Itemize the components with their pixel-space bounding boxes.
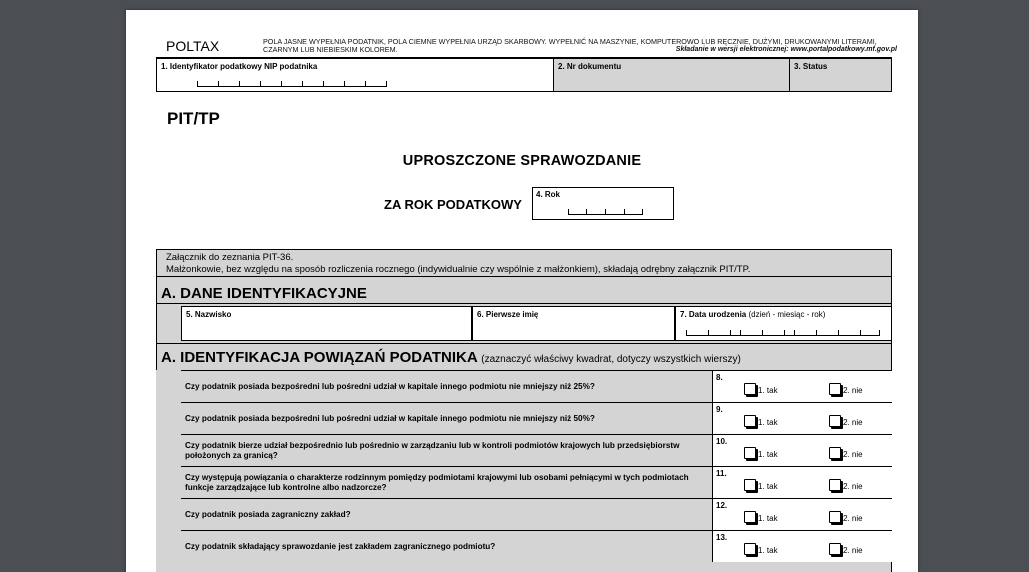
checkbox-yes[interactable] xyxy=(744,447,756,459)
document-number-label: 2. Nr dokumentu xyxy=(558,62,622,71)
header-fields-row xyxy=(156,59,892,92)
question-row xyxy=(181,530,892,562)
option-no[interactable]: 2. nie xyxy=(829,511,863,523)
birth-date-field[interactable]: 7. Data urodzenia (dzień - miesiąc - rok) xyxy=(675,306,892,341)
answer-cell: 9. 1. tak 2. nie xyxy=(713,403,892,434)
answer-cell: 8. 1. tak 2. nie xyxy=(713,371,892,402)
option-yes[interactable]: 1. tak xyxy=(744,383,778,395)
section-b-subtitle: (zaznaczyć właściwy kwadrat, dotyczy wszystkich wierszy) xyxy=(481,354,741,365)
fill-instructions: POLA JASNE WYPEŁNIA PODATNIK, POLA CIEMNE WYPEŁNIA URZĄD SKARBOWY. WYPEŁNIĆ NA MASZYNIE, KOMPUTEROWO LUB RĘCZNIE, DUŻYMI, DRUKOWANYMI LITERAMI, CZARNYM LUB NIEBIESKIM KOLOREM. Składanie w wersji elektronicznej: www.portalpodatkowy.mf.gov.pl xyxy=(263,37,897,55)
form-title: UPROSZCZONE SPRAWOZDANIE xyxy=(402,153,642,169)
status-label: 3. Status xyxy=(794,62,828,71)
question-row xyxy=(181,498,892,530)
checkbox-yes[interactable] xyxy=(744,383,756,395)
section-b-margin xyxy=(156,370,181,572)
form-page xyxy=(126,10,918,572)
checkbox-yes[interactable] xyxy=(744,479,756,491)
document-number-field xyxy=(554,59,790,91)
electronic-filing-note: Składanie w wersji elektronicznej: www.portalpodatkowy.mf.gov.pl xyxy=(675,46,897,53)
question-text: Czy występują powiązania o charakterze rodzinnym pomiędzy podmiotami krajowymi lub osobami pełniącymi w tych podmiotach funkcje zarządzające lub kontrolne albo nadzorcze? xyxy=(181,467,713,498)
questions-table xyxy=(181,370,892,572)
answer-cell: 11. 1. tak 2. nie xyxy=(713,467,892,498)
option-no[interactable]: 2. nie xyxy=(829,479,863,491)
checkbox-yes[interactable] xyxy=(744,511,756,523)
question-row xyxy=(181,370,892,402)
checkbox-no[interactable] xyxy=(829,383,841,395)
checkbox-no[interactable] xyxy=(829,447,841,459)
nip-label: 1. Identyfikator podatkowy NIP podatnika xyxy=(161,62,318,71)
checkbox-no[interactable] xyxy=(829,543,841,555)
option-no[interactable]: 2. nie xyxy=(829,383,863,395)
surname-field[interactable]: 5. Nazwisko xyxy=(181,306,472,341)
form-code: PIT/TP xyxy=(167,109,220,128)
year-label: 4. Rok xyxy=(536,190,561,199)
option-no[interactable]: 2. nie xyxy=(829,447,863,459)
option-yes[interactable]: 1. tak xyxy=(744,511,778,523)
option-yes[interactable]: 1. tak xyxy=(744,415,778,427)
checkbox-no[interactable] xyxy=(829,479,841,491)
year-digit-ticks xyxy=(568,209,643,215)
option-yes[interactable]: 1. tak xyxy=(744,543,778,555)
checkbox-yes[interactable] xyxy=(744,543,756,555)
checkbox-yes[interactable] xyxy=(744,415,756,427)
question-text: Czy podatnik posiada bezpośredni lub pośredni udział w kapitale innego podmiotu nie mniejszy niż 25%? xyxy=(181,371,713,402)
nip-field[interactable] xyxy=(157,59,554,91)
checkbox-no[interactable] xyxy=(829,415,841,427)
attachment-notes: Załącznik do zeznania PIT-36. Małżonkowie, bez względu na sposób rozliczenia rocznego (indywidualnie czy wspólnie z małżonkiem), składają odrębny załącznik PIT/TP. xyxy=(166,252,751,275)
answer-cell: 13. 1. tak 2. nie xyxy=(713,531,892,562)
question-row xyxy=(181,466,892,498)
birth-date-ticks xyxy=(686,330,880,336)
answer-cell: 10. 1. tak 2. nie xyxy=(713,435,892,466)
year-field[interactable] xyxy=(532,187,674,220)
question-text: Czy podatnik składający sprawozdanie jest zakładem zagranicznego podmiotu? xyxy=(181,531,713,562)
checkbox-no[interactable] xyxy=(829,511,841,523)
question-text: Czy podatnik posiada zagraniczny zakład? xyxy=(181,499,713,530)
option-no[interactable]: 2. nie xyxy=(829,415,863,427)
answer-cell: 12. 1. tak 2. nie xyxy=(713,499,892,530)
section-a-title: A. DANE IDENTYFIKACYJNE xyxy=(161,285,367,302)
question-row xyxy=(181,434,892,466)
question-text: Czy podatnik bierze udział bezpośrednio lub pośrednio w zarządzaniu lub w kontroli podmiotów krajowych lub przedsiębiorstw położonych za granicą? xyxy=(181,435,713,466)
tax-year-label: ZA ROK PODATKOWY xyxy=(384,197,522,212)
question-row xyxy=(181,402,892,434)
nip-digit-ticks xyxy=(197,81,387,87)
status-field xyxy=(790,59,891,91)
poltax-label: POLTAX xyxy=(166,38,220,54)
option-yes[interactable]: 1. tak xyxy=(744,479,778,491)
first-name-field[interactable]: 6. Pierwsze imię xyxy=(472,306,675,341)
option-yes[interactable]: 1. tak xyxy=(744,447,778,459)
section-b-title: A. IDENTYFIKACJA POWIĄZAŃ PODATNIKA (zaznaczyć właściwy kwadrat, dotyczy wszystkich wierszy) xyxy=(161,349,741,366)
option-no[interactable]: 2. nie xyxy=(829,543,863,555)
question-text: Czy podatnik posiada bezpośredni lub pośredni udział w kapitale innego podmiotu nie mniejszy niż 50%? xyxy=(181,403,713,434)
